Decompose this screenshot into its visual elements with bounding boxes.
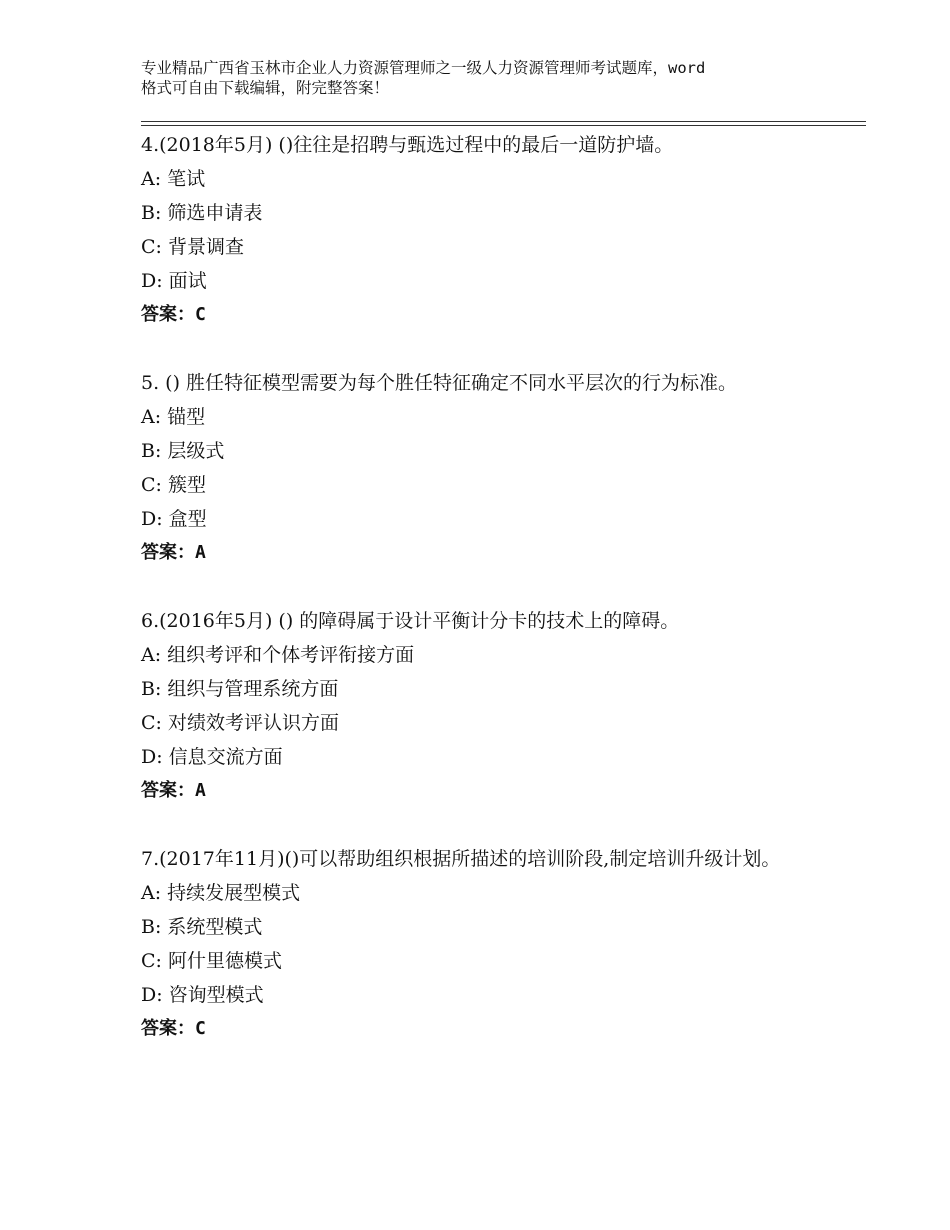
answer-label: 答案： — [141, 780, 195, 801]
option-b: B: 筛选申请表 — [141, 202, 263, 224]
header-line-2: 格式可自由下载编辑，附完整答案！ — [141, 79, 390, 97]
question-stem: 7.(2017年11月)()可以帮助组织根据所描述的培训阶段,制定培训升级计划。 — [141, 848, 781, 870]
option-d: D: 信息交流方面 — [141, 746, 283, 768]
answer-value: C — [195, 1018, 206, 1039]
option-a: A: 组织考评和个体考评衔接方面 — [141, 644, 415, 666]
answer-line — [141, 536, 841, 570]
option-c: C: 对绩效考评认识方面 — [141, 712, 339, 734]
header-line-1: 专业精品广西省玉林市企业人力资源管理师之一级人力资源管理师考试题库，word — [141, 59, 706, 77]
answer-label: 答案： — [141, 304, 195, 325]
option-c: C: 阿什里德模式 — [141, 950, 282, 972]
question-stem: 4.(2018年5月) ()往往是招聘与甄选过程中的最后一道防护墙。 — [141, 134, 674, 156]
question-6 — [141, 604, 841, 808]
answer-line — [141, 298, 841, 332]
option-d: D: 咨询型模式 — [141, 984, 264, 1006]
option-b: B: 组织与管理系统方面 — [141, 678, 339, 700]
option-d: D: 面试 — [141, 270, 207, 292]
question-4 — [141, 128, 841, 332]
option-c: C: 簇型 — [141, 474, 206, 496]
answer-label: 答案： — [141, 1018, 195, 1039]
question-list — [141, 128, 841, 1080]
question-stem: 6.(2016年5月) () 的障碍属于设计平衡计分卡的技术上的障碍。 — [141, 610, 680, 632]
option-b: B: 系统型模式 — [141, 916, 263, 938]
option-c: C: 背景调查 — [141, 236, 244, 258]
header-divider — [141, 121, 866, 126]
answer-value: A — [195, 780, 206, 801]
answer-line — [141, 1012, 841, 1046]
option-a: A: 锚型 — [141, 406, 206, 428]
option-b: B: 层级式 — [141, 440, 225, 462]
document-header — [141, 58, 831, 98]
question-stem: 5. () 胜任特征模型需要为每个胜任特征确定不同水平层次的行为标准。 — [141, 372, 738, 394]
answer-value: A — [195, 542, 206, 563]
option-a: A: 持续发展型模式 — [141, 882, 301, 904]
question-7 — [141, 842, 841, 1046]
option-a: A: 笔试 — [141, 168, 206, 190]
answer-label: 答案： — [141, 542, 195, 563]
option-d: D: 盒型 — [141, 508, 207, 530]
answer-line — [141, 774, 841, 808]
answer-value: C — [195, 304, 206, 325]
question-5 — [141, 366, 841, 570]
